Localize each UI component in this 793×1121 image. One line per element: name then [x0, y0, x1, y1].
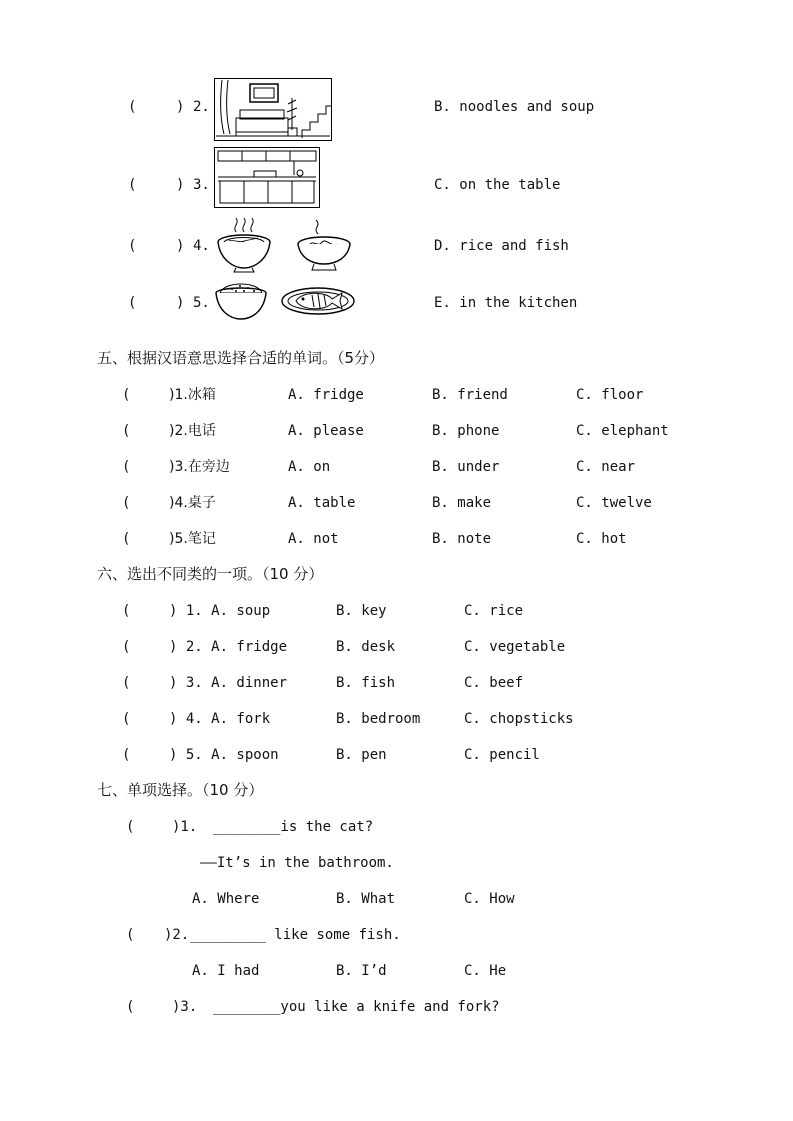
answer-paren-close: ): [176, 99, 185, 115]
answer-paren-open[interactable]: (: [128, 238, 137, 254]
question-text: )4.桌子: [169, 495, 216, 511]
option-b: B. under: [432, 459, 500, 475]
answer-paren[interactable]: (: [122, 747, 131, 763]
option-a: A. on: [288, 459, 331, 475]
question-text: ________you like a knife and fork?: [213, 999, 500, 1015]
question-option-a: ) 4. A. fork: [169, 711, 271, 727]
list-item: [0, 530, 793, 548]
question-number: 5.: [193, 295, 210, 311]
kitchen-picture: [214, 147, 320, 208]
answer-paren[interactable]: (: [122, 387, 131, 403]
answer-paren[interactable]: (: [122, 603, 131, 619]
list-item: [0, 458, 793, 476]
list-item: [0, 674, 793, 692]
list-item: [0, 422, 793, 440]
answer-paren[interactable]: (: [126, 999, 135, 1015]
question-text: _________ like some fish.: [190, 927, 401, 943]
option-c: C. vegetable: [464, 639, 566, 655]
option-c: C. floor: [576, 387, 644, 403]
option-b: B. make: [432, 495, 492, 511]
question-text: )5.笔记: [169, 531, 216, 547]
option-b: B. I’d: [336, 963, 387, 979]
option-c: C. chopsticks: [464, 711, 574, 727]
answer-paren-close: ): [176, 238, 185, 254]
option-b: B. key: [336, 603, 387, 619]
option-a: A. fridge: [288, 387, 364, 403]
option-d: D. rice and fish: [434, 238, 569, 254]
rice-and-fish-dishes: [214, 279, 356, 323]
option-e: E. in the kitchen: [434, 295, 578, 311]
option-a: A. not: [288, 531, 339, 547]
option-b: B. desk: [336, 639, 396, 655]
question-option-a: ) 2. A. fridge: [169, 639, 288, 655]
section-7-title: 七、单项选择。（10 分）: [97, 781, 264, 799]
question-number: 4.: [193, 238, 210, 254]
answer-line: ——It’s in the bathroom.: [200, 855, 394, 871]
question-number: )1.: [172, 819, 198, 835]
question-number: )3.: [172, 999, 198, 1015]
list-item: [0, 386, 793, 404]
section-6-title: 六、选出不同类的一项。（10 分）: [97, 565, 324, 583]
answer-paren-open[interactable]: (: [128, 295, 137, 311]
answer-paren-close: ): [176, 295, 185, 311]
answer-paren[interactable]: (: [122, 495, 131, 511]
answer-paren[interactable]: (: [126, 819, 135, 835]
option-a: A. please: [288, 423, 364, 439]
option-b: B. noodles and soup: [434, 99, 595, 115]
question-option-a: ) 3. A. dinner: [169, 675, 288, 691]
question-number: 3.: [193, 177, 210, 193]
question-option-a: ) 1. A. soup: [169, 603, 271, 619]
list-item: [0, 746, 793, 764]
option-b: B. bedroom: [336, 711, 421, 727]
answer-paren-open[interactable]: (: [128, 177, 137, 193]
list-item: [0, 494, 793, 512]
option-c: C. pencil: [464, 747, 540, 763]
answer-paren[interactable]: (: [122, 711, 131, 727]
option-c: C. hot: [576, 531, 627, 547]
option-b: B. fish: [336, 675, 396, 691]
option-c: C. rice: [464, 603, 524, 619]
list-item: [0, 638, 793, 656]
list-item: [0, 602, 793, 620]
question-option-a: ) 5. A. spoon: [169, 747, 279, 763]
answer-paren[interactable]: (: [122, 639, 131, 655]
option-a: A. I had: [192, 963, 260, 979]
answer-paren[interactable]: (: [126, 927, 135, 943]
option-c: C. twelve: [576, 495, 652, 511]
question-text: )3.在旁边: [169, 459, 230, 475]
living-room-picture: [214, 78, 332, 141]
option-c: C. near: [576, 459, 636, 475]
option-a: A. table: [288, 495, 356, 511]
question-number: 2.: [193, 99, 210, 115]
option-b: B. note: [432, 531, 492, 547]
answer-paren[interactable]: (: [122, 423, 131, 439]
answer-paren-close: ): [176, 177, 185, 193]
question-text: ________is the cat?: [213, 819, 374, 835]
option-b: B. phone: [432, 423, 500, 439]
answer-paren[interactable]: (: [122, 531, 131, 547]
list-item: [0, 710, 793, 728]
question-text: )2.电话: [169, 423, 216, 439]
answer-paren-open[interactable]: (: [128, 99, 137, 115]
answer-paren[interactable]: (: [122, 459, 131, 475]
option-c: C. on the table: [434, 177, 561, 193]
option-b: B. pen: [336, 747, 387, 763]
option-c: C. beef: [464, 675, 524, 691]
option-b: B. What: [336, 891, 396, 907]
option-c: C. How: [464, 891, 515, 907]
noodles-and-soup-bowls: [214, 218, 354, 274]
option-c: C. He: [464, 963, 507, 979]
option-a: A. Where: [192, 891, 260, 907]
option-c: C. elephant: [576, 423, 669, 439]
question-number: )2.: [164, 927, 190, 943]
question-text: )1.冰箱: [169, 387, 216, 403]
section-5-title: 五、根据汉语意思选择合适的单词。（5分）: [97, 349, 385, 367]
option-b: B. friend: [432, 387, 508, 403]
answer-paren[interactable]: (: [122, 675, 131, 691]
